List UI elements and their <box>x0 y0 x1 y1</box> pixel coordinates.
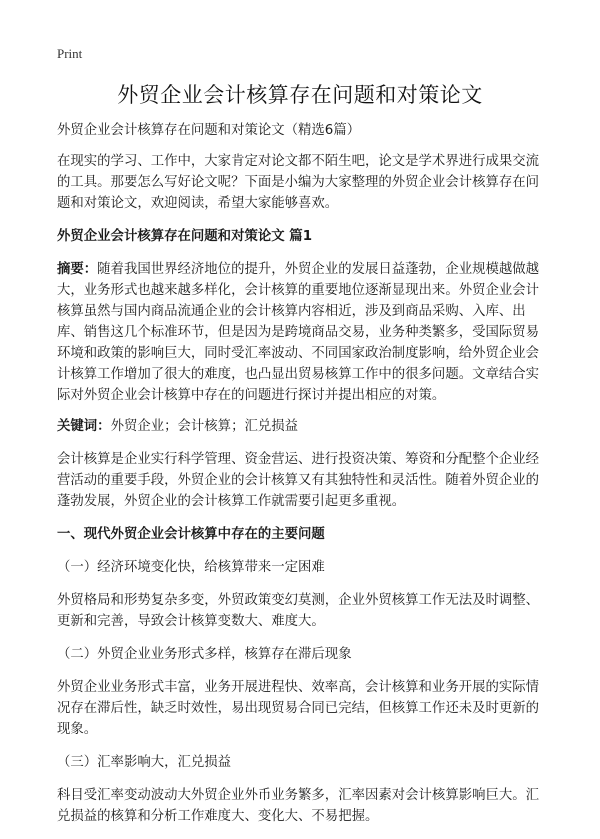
keywords-text: 外贸企业；会计核算；汇兑损益 <box>110 419 299 434</box>
intro-paragraph: 在现实的学习、工作中，大家肯定对论文都不陌生吧，论文是学术界进行成果交流的工具。那要怎么写好论文呢？下面是小编为大家整理的外贸企业会计核算存在问题和对策论文，欢迎阅读，希望大家能够喜欢。 <box>57 154 540 211</box>
subheading-2-text: 外贸企业业务形式丰富，业务开展进程快、效率高，会计核算和业务开展的实际情况存在滞后性，缺乏时效性，易出现贸易合同已完结，但核算工作还未及时更新的现象。 <box>57 680 540 737</box>
abstract-text: 随着我国世界经济地位的提升，外贸企业的发展日益蓬勃，企业规模越做越大，业务形式也越来越多样化，会计核算的重要地位逐渐显现出来。外贸企业会计核算虽然与国内商品流通企业的会计核算内容相近，涉及到商品采购、入库、出库、销售这几个标准环节，但是因为是跨境商品交易，业务种类繁多，受国际贸易环境和政策的影响巨大，同时受汇率波动、不同国家政治制度影响，给外贸企业会计核算工作增加了很大的难度，也凸显出贸易核算工作中的很多问题。文章结合实际对外贸企业会计核算中存在的问题进行探讨并提出相应的对策。 <box>57 262 540 403</box>
abstract-paragraph <box>57 259 543 406</box>
article-body <box>57 120 543 839</box>
page-title: 外贸企业会计核算存在问题和对策论文 <box>117 83 483 107</box>
subheading-2: （二）外贸企业业务形式多样，核算存在滞后现象 <box>57 647 352 662</box>
heading-level1: 一、现代外贸企业会计核算中存在的主要问题 <box>57 527 325 542</box>
subheading-3: （三）汇率影响大，汇兑损益 <box>57 755 232 770</box>
print-label[interactable]: Print <box>57 46 83 61</box>
subheading-1: （一）经济环境变化快，给核算带来一定困难 <box>57 560 325 575</box>
article-subtitle: 外贸企业会计核算存在问题和对策论文（精选6篇） <box>57 123 361 138</box>
keywords-paragraph <box>57 416 543 437</box>
body-paragraph: 会计核算是企业实行科学管理、资金营运、进行投资决策、筹资和分配整个企业经营活动的重要手段，外贸企业的会计核算又有其独特性和灵活性。随着外贸企业的蓬勃发展，外贸企业的会计核算工作就需要引起更多重视。 <box>57 452 540 509</box>
section-title: 外贸企业会计核算存在问题和对策论文 篇1 <box>57 229 313 244</box>
subheading-3-text: 科目受汇率变动波动大外贸企业外币业务繁多，汇率因素对会计核算影响巨大。汇兑损益的核算和分析工作难度大、变化大、不易把握。 <box>57 788 540 824</box>
abstract-label: 摘要： <box>57 262 98 277</box>
keywords-label: 关键词： <box>57 419 111 434</box>
subheading-1-text: 外贸格局和形势复杂多变，外贸政策变幻莫测，企业外贸核算工作无法及时调整、更新和完善，导致会计核算变数大、难度大。 <box>57 593 540 629</box>
